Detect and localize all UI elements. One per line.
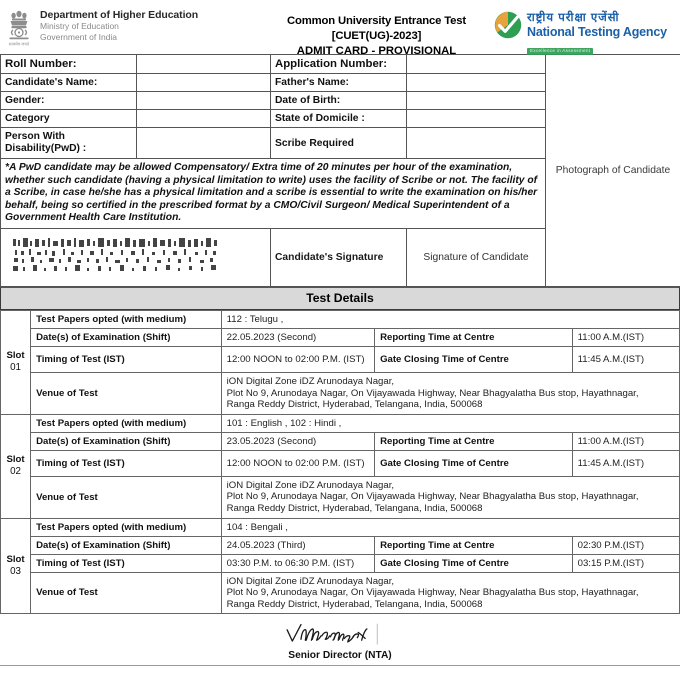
value-scribe-required[interactable]	[407, 128, 546, 159]
value-test-papers-opted: 101 : English , 102 : Hindi ,	[221, 414, 679, 432]
page-header	[0, 0, 680, 57]
table-row	[1, 414, 680, 432]
label-dates-of-examination: Date(s) of Examination (Shift)	[31, 328, 222, 346]
exam-title: Common University Entrance Test [CUET(UG)-2023]	[286, 15, 467, 42]
nta-hindi-name: राष्ट्रीय परीक्षा एजेंसी	[527, 12, 620, 24]
venue-line-3: Ranga Reddy District, Hyderabad, Telangana, India, 500068	[226, 399, 483, 411]
label-person-with-disability: Person With Disability(PwD) :	[1, 128, 137, 159]
venue-line-2: Plot No 9, Arunodaya Nagar, On Vijayawada Highway, Near Bhagyalatha Bus stop, Hayathnagar,	[226, 387, 639, 399]
value-dates-of-examination: 23.05.2023 (Second)	[221, 432, 374, 450]
value-state-of-domicile[interactable]	[407, 110, 546, 128]
government-name: Government of India	[40, 32, 118, 42]
candidates-signature-label: Candidate's Signature	[271, 228, 407, 286]
venue-line-3: Ranga Reddy District, Hyderabad, Telangana, India, 500068	[226, 598, 483, 610]
admit-card-subtitle: ADMIT CARD - PROVISIONAL	[296, 45, 457, 57]
table-row	[1, 518, 680, 536]
table-row	[1, 346, 680, 372]
label-venue-of-test: Venue of Test	[31, 572, 222, 614]
india-state-emblem-icon	[4, 8, 34, 50]
value-venue-of-test	[221, 572, 679, 614]
value-gate-closing-time: 11:45 A.M.(IST)	[572, 450, 679, 476]
value-category[interactable]	[137, 110, 271, 128]
label-gate-closing-time: Gate Closing Time of Centre	[375, 346, 573, 372]
label-venue-of-test: Venue of Test	[31, 372, 222, 414]
value-gate-closing-time: 03:15 P.M.(IST)	[572, 554, 679, 572]
value-gender[interactable]	[137, 92, 271, 110]
label-category: Category	[1, 110, 137, 128]
slot-number-01	[1, 310, 31, 414]
label-test-papers-opted: Test Papers opted (with medium)	[31, 310, 222, 328]
label-gender: Gender:	[1, 92, 137, 110]
slot-word-label: Slot	[6, 553, 25, 565]
candidate-details-barcode-icon	[1, 228, 271, 286]
label-timing-of-test: Timing of Test (IST)	[31, 450, 222, 476]
value-candidate-name[interactable]	[137, 74, 271, 92]
exam-title-block	[259, 8, 494, 59]
table-row	[1, 450, 680, 476]
table-row	[1, 476, 680, 518]
value-reporting-time: 11:00 A.M.(IST)	[572, 432, 679, 450]
table-row	[1, 432, 680, 450]
label-candidate-name: Candidate's Name:	[1, 74, 137, 92]
test-details-section-title: Test Details	[0, 287, 680, 310]
test-details-table	[0, 310, 680, 614]
venue-line-3: Ranga Reddy District, Hyderabad, Telangana, India, 500068	[226, 502, 483, 514]
venue-line-2: Plot No 9, Arunodaya Nagar, On Vijayawada Highway, Near Bhagyalatha Bus stop, Hayathnagar,	[226, 587, 639, 599]
value-test-papers-opted: 104 : Bengali ,	[221, 518, 679, 536]
value-test-papers-opted: 112 : Telugu ,	[221, 310, 679, 328]
nta-tagline-banner: Excellence in Assessment	[527, 48, 593, 56]
label-father-name: Father's Name:	[271, 74, 407, 92]
signature-of-candidate-label: Signature of Candidate	[407, 228, 546, 286]
venue-line-1: iON Digital Zone iDZ Arunodaya Nagar,	[226, 575, 395, 587]
value-timing-of-test: 12:00 NOON to 02:00 P.M. (IST)	[221, 450, 374, 476]
label-reporting-time: Reporting Time at Centre	[375, 432, 573, 450]
slot-number-02	[1, 414, 31, 518]
nta-branding	[494, 8, 674, 56]
ministry-name: Ministry of Education	[40, 21, 119, 31]
label-reporting-time: Reporting Time at Centre	[375, 536, 573, 554]
slot-word-label: Slot	[6, 454, 25, 466]
senior-director-designation: Senior Director (NTA)	[288, 650, 392, 662]
value-roll-number[interactable]	[137, 55, 271, 74]
label-dates-of-examination: Date(s) of Examination (Shift)	[31, 536, 222, 554]
table-row	[1, 372, 680, 414]
table-row	[1, 328, 680, 346]
page-footer	[0, 614, 680, 666]
svg-text:सत्यमेव जयते: सत्यमेव जयते	[8, 41, 30, 47]
value-venue-of-test	[221, 476, 679, 518]
department-title: Department of Higher Education	[40, 9, 199, 21]
label-roll-number: Roll Number:	[1, 55, 137, 74]
slot-word-label: Slot	[6, 350, 25, 362]
label-scribe-required: Scribe Required	[271, 128, 407, 159]
value-venue-of-test	[221, 372, 679, 414]
label-dates-of-examination: Date(s) of Examination (Shift)	[31, 432, 222, 450]
table-row	[1, 310, 680, 328]
label-gate-closing-time: Gate Closing Time of Centre	[375, 450, 573, 476]
value-timing-of-test: 12:00 NOON to 02:00 P.M. (IST)	[221, 346, 374, 372]
value-father-name[interactable]	[407, 74, 546, 92]
ministry-block	[4, 8, 259, 50]
label-reporting-time: Reporting Time at Centre	[375, 328, 573, 346]
label-gate-closing-time: Gate Closing Time of Centre	[375, 554, 573, 572]
value-timing-of-test: 03:30 P.M. to 06:30 P.M. (IST)	[221, 554, 374, 572]
label-application-number: Application Number:	[271, 55, 407, 74]
footer-divider	[0, 665, 680, 666]
venue-line-2: Plot No 9, Arunodaya Nagar, On Vijayawada Highway, Near Bhagyalatha Bus stop, Hayathnagar,	[226, 491, 639, 503]
venue-line-1: iON Digital Zone iDZ Arunodaya Nagar,	[226, 479, 395, 491]
slot-number-value: 02	[10, 466, 21, 478]
value-dates-of-examination: 24.05.2023 (Third)	[221, 536, 374, 554]
label-timing-of-test: Timing of Test (IST)	[31, 554, 222, 572]
nta-english-name: National Testing Agency	[527, 25, 667, 39]
table-row	[1, 55, 680, 74]
nta-checkmark-logo-icon	[494, 11, 522, 39]
handwritten-signature-icon	[281, 622, 399, 648]
label-timing-of-test: Timing of Test (IST)	[31, 346, 222, 372]
photograph-of-candidate-cell: Photograph of Candidate	[546, 55, 680, 287]
label-state-of-domicile: State of Domicile :	[271, 110, 407, 128]
label-date-of-birth: Date of Birth:	[271, 92, 407, 110]
slot-number-value: 03	[10, 565, 21, 577]
value-reporting-time: 11:00 A.M.(IST)	[572, 328, 679, 346]
label-test-papers-opted: Test Papers opted (with medium)	[31, 518, 222, 536]
value-gate-closing-time: 11:45 A.M.(IST)	[572, 346, 679, 372]
table-row	[1, 536, 680, 554]
pwd-note-text: *A PwD candidate may be allowed Compensatory/ Extra time of 20 minutes per hour of the examination, whether such candidate (having a physical limitation to write) uses the facility of Scribe or not. The facility of a Scribe, in case he/she has a physical limitation and a scribe is essential to write the examination on his/her behalf, being so certified in the prescribed format by a CMO/Civil Surgeon/ Medical Superintendent of a Government Health Care Institution.	[1, 159, 546, 229]
label-test-papers-opted: Test Papers opted (with medium)	[31, 414, 222, 432]
value-reporting-time: 02:30 P.M.(IST)	[572, 536, 679, 554]
slot-number-03	[1, 518, 31, 614]
value-dates-of-examination: 22.05.2023 (Second)	[221, 328, 374, 346]
value-date-of-birth[interactable]	[407, 92, 546, 110]
table-row	[1, 554, 680, 572]
value-person-with-disability[interactable]	[137, 128, 271, 159]
candidate-info-table	[0, 54, 680, 287]
slot-number-value: 01	[10, 362, 21, 374]
label-venue-of-test: Venue of Test	[31, 476, 222, 518]
venue-line-1: iON Digital Zone iDZ Arunodaya Nagar,	[226, 375, 395, 387]
table-row	[1, 572, 680, 614]
